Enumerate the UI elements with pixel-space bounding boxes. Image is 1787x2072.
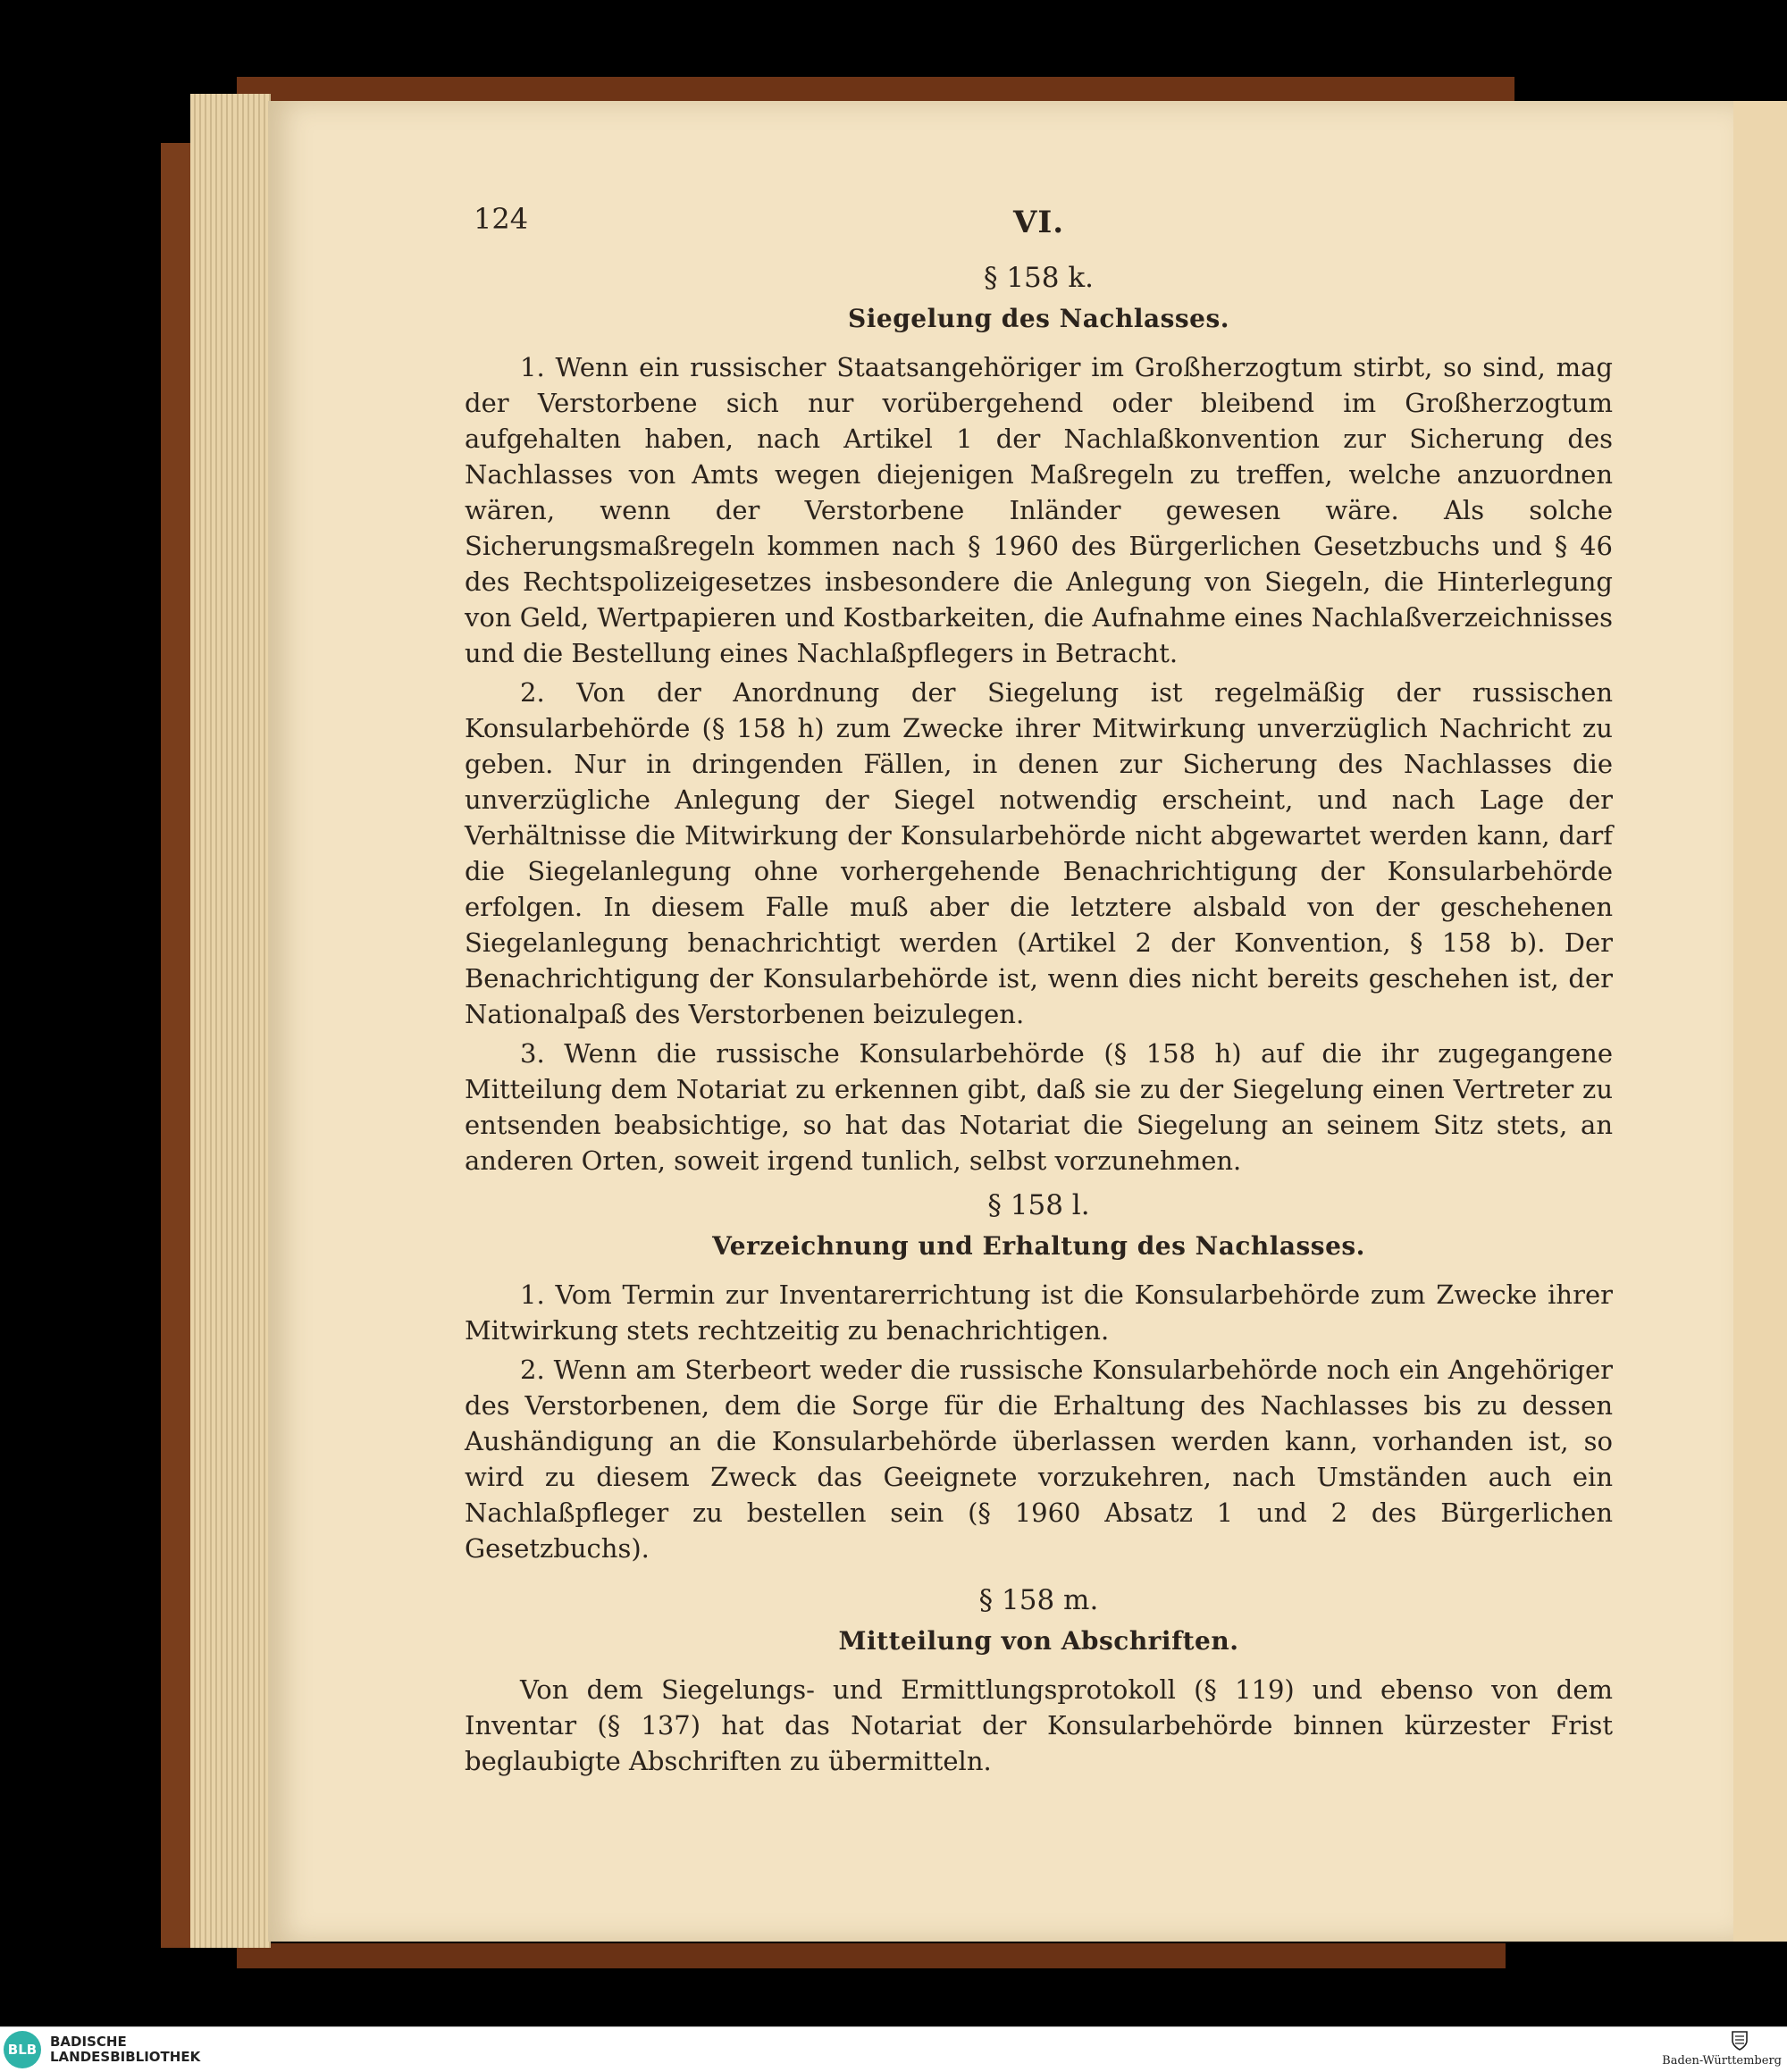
section-158m xyxy=(465,1582,1613,1779)
page-header xyxy=(465,201,1613,251)
coat-of-arms-icon xyxy=(1728,2029,1751,2052)
book-cover-bottom-edge xyxy=(237,1943,1506,1968)
page-edges xyxy=(190,94,271,1948)
blb-logo[interactable]: BLB xyxy=(4,2031,41,2068)
paragraph: 1. Wenn ein russischer Staatsangehöriger im Großherzogtum stirbt, so sind, mag der Verstorbene sich nur vorübergehend oder bleibend im Großherzogtum aufgehalten haben, nach Artikel 1 der Nachlaßkonvention zur Sicherung des Nachlasses von Amts wegen diejenigen Maßregeln zu treffen, welche anzuordnen wären, wenn der Verstorbene Inländer gewesen wäre. Als solche Sicherungsmaßregeln kommen nach § 1960 des Bürgerlichen Gesetzbuchs und § 46 des Rechtspolizeigesetzes insbesondere die Anlegung von Siegeln, die Hinterlegung von Geld, Wertpapieren und Kostbarkeiten, die Aufnahme eines Nachlaßverzeichnisses und die Bestellung eines Nachlaßpflegers in Betracht. xyxy=(465,352,1613,668)
paragraph: 2. Von der Anordnung der Siegelung ist regelmäßig der russischen Konsularbehörde (§ 158 h) zum Zwecke ihrer Mitwirkung unverzüglich Nachricht zu geben. Nur in dringenden Fällen, in denen zur Sicherung des Nachlasses die unverzügliche Anlegung der Siegel notwendig erscheint, und nach Lage der Verhältnisse die Mitwirkung der Konsularbehörde nicht abgewartet werden kann, darf die Siegelanlegung ohne vorhergehende Benachrichtigung der Konsularbehörde erfolgen. In diesem Falle muß aber die letztere alsbald von der geschehenen Siegelanlegung benachrichtigt werden (Artikel 2 der Konvention, § 158 b). Der Benachrichtigung der Konsularbehörde ist, wenn dies nicht bereits geschehen ist, der Nationalpaß des Verstorbenen beizulegen. xyxy=(465,677,1613,1029)
library-name[interactable] xyxy=(50,2034,200,2065)
paragraph: 3. Wenn die russische Konsularbehörde (§ 158 h) auf die ihr zugegangene Mitteilung dem Notariat zu erkennen gibt, daß sie zu der Siegelung einen Vertreter zu entsenden beabsichtige, so hat das Notariat die Siegelung an seinem Sitz stets, an anderen Orten, soweit irgend tunlich, selbst vorzunehmen. xyxy=(465,1038,1613,1176)
section-158k xyxy=(465,260,1613,1179)
viewer-footer xyxy=(0,2026,1787,2072)
paragraph: 1. Vom Termin zur Inventarerrichtung ist die Konsularbehörde zum Zwecke ihrer Mitwirkung stets rechtzeitig zu benachrichtigen. xyxy=(465,1279,1613,1346)
paragraph: 2. Wenn am Sterbeort weder die russische Konsularbehörde noch ein Angehöriger des Verstorbenen, dem die Sorge für die Erhaltung des Nachlasses bis zu dessen Aushändigung an die Konsularbehörde überlassen werden kann, vorhanden ist, so wird zu diesem Zweck das Geeignete vorzukehren, nach Umständen auch ein Nachlaßpfleger zu bestellen sein (§ 1960 Absatz 1 und 2 des Bürgerlichen Gesetzbuchs). xyxy=(465,1355,1613,1564)
page-content xyxy=(465,201,1613,1783)
section-title: Verzeichnung und Erhaltung des Nachlasses. xyxy=(712,1231,1365,1261)
section-number: § 158 m. xyxy=(978,1584,1099,1616)
section-number: § 158 l. xyxy=(987,1189,1090,1221)
section-title: Mitteilung von Abschriften. xyxy=(838,1626,1239,1656)
library-name-line1: BADISCHE xyxy=(50,2034,127,2050)
section-number: § 158 k. xyxy=(983,262,1095,294)
paragraph: Von dem Siegelungs- und Ermittlungsprotokoll (§ 119) und ebenso von dem Inventar (§ 137) hat das Notariat der Konsularbehörde binnen kürzester Frist beglaubigte Abschriften zu übermitteln. xyxy=(465,1674,1613,1776)
library-name-line2: LANDESBIBLIOTHEK xyxy=(50,2049,201,2065)
section-158l xyxy=(465,1187,1613,1566)
section-title: Siegelung des Nachlasses. xyxy=(848,304,1229,333)
chapter-heading: VI. xyxy=(1012,205,1065,240)
state-name: Baden-Württemberg xyxy=(1662,2054,1782,2068)
page-number: 124 xyxy=(474,202,529,236)
